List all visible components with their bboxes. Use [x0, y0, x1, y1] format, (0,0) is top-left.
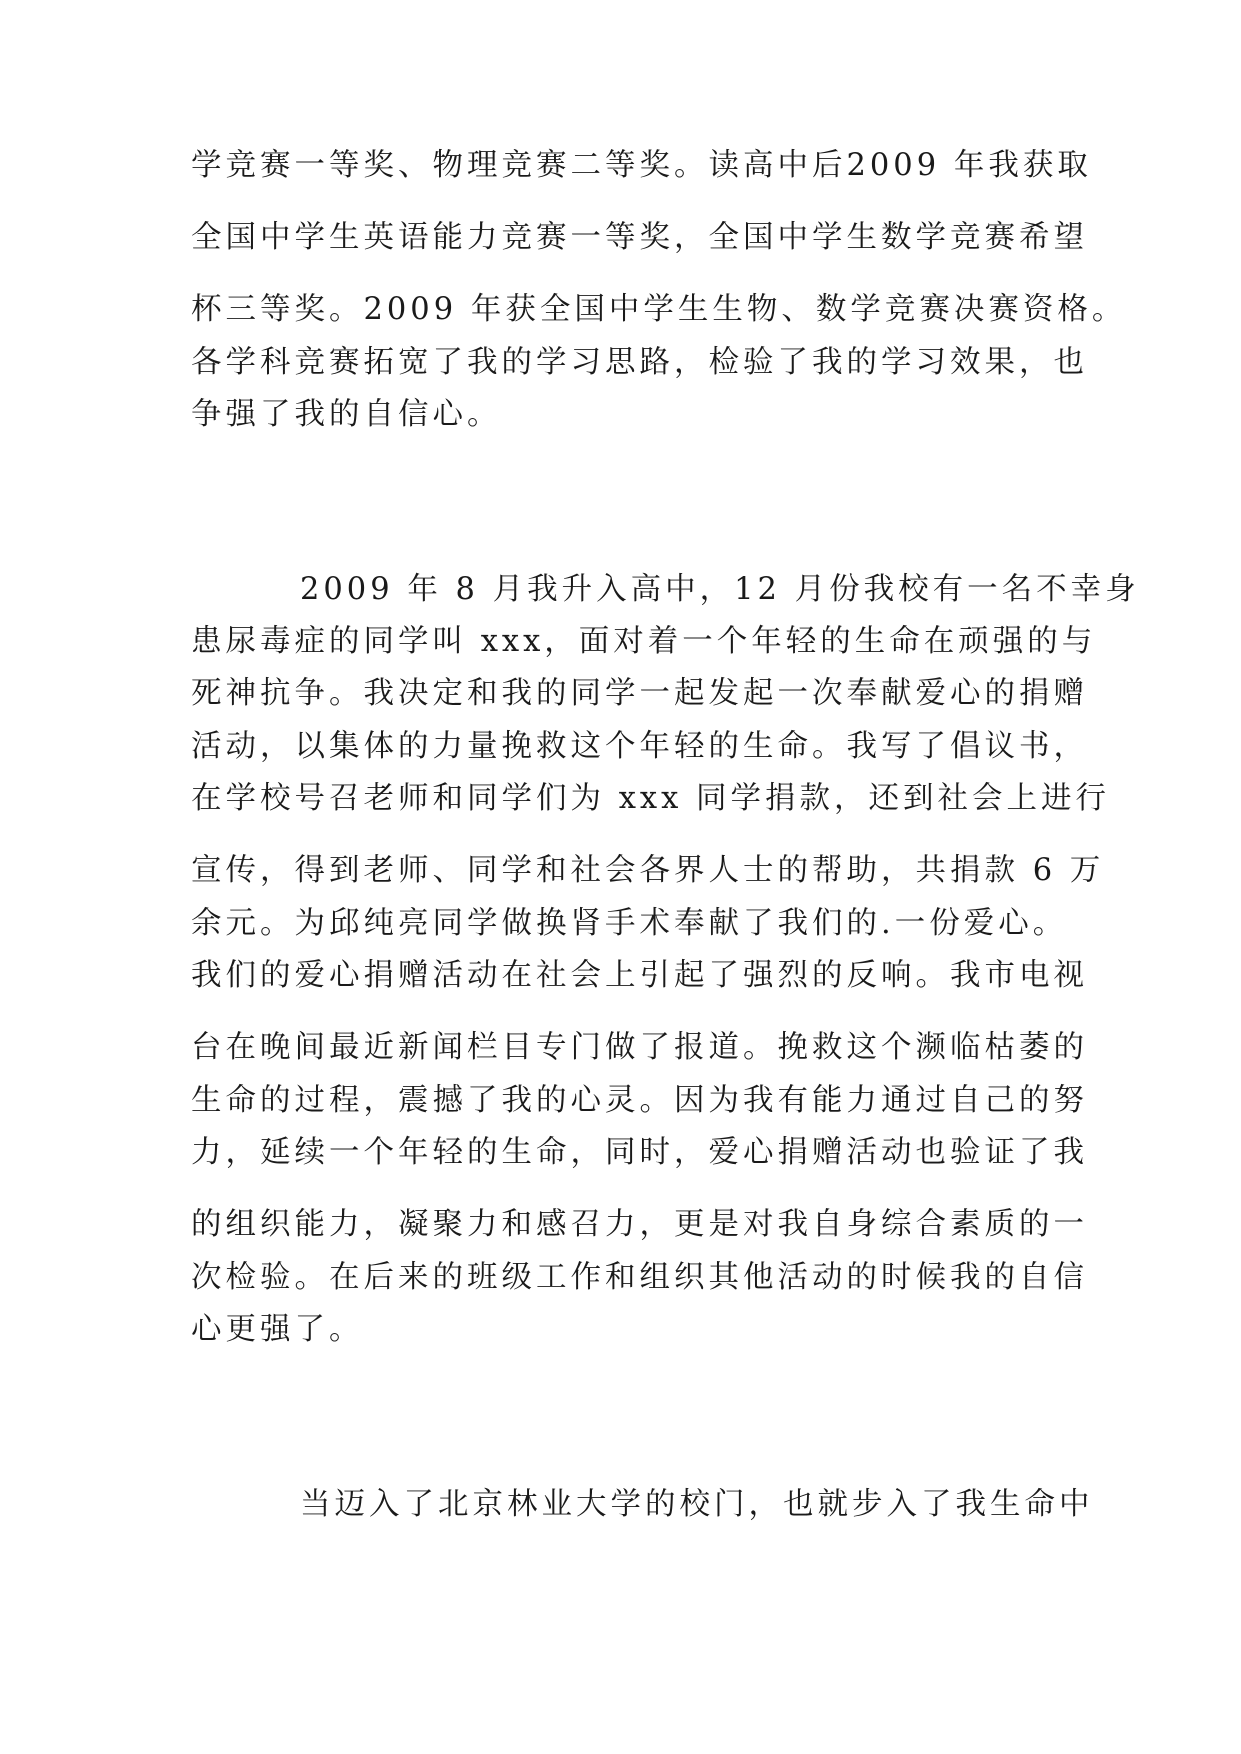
text-line: 力，延续一个年轻的生命，同时，爱心捐赠活动也验证了我	[191, 1135, 1088, 1170]
text-line: 患尿毒症的同学叫 xxx，面对着一个年轻的生命在顽强的与	[191, 624, 1097, 659]
text-line: 当迈入了北京林业大学的校门，也就步入了我生命中	[300, 1487, 1094, 1522]
text-line: 在学校号召老师和同学们为 xxx 同学捐款，还到社会上进行	[191, 781, 1110, 816]
text-line: 我们的爱心捐赠活动在社会上引起了强烈的反响。我市电视	[191, 958, 1088, 993]
text-line: 2009 年 8 月我升入高中，12 月份我校有一名不幸身	[300, 572, 1140, 607]
text-line: 的组织能力，凝聚力和感召力，更是对我自身综合素质的一	[191, 1207, 1088, 1242]
text-line: 活动，以集体的力量挽救这个年轻的生命。我写了倡议书，	[191, 729, 1088, 764]
text-line: 死神抗争。我决定和我的同学一起发起一次奉献爱心的捐赠	[191, 676, 1088, 711]
text-line: 次检验。在后来的班级工作和组织其他活动的时候我的自信	[191, 1260, 1088, 1295]
text-line: 杯三等奖。2009 年获全国中学生生物、数学竞赛决赛资格。	[191, 292, 1127, 327]
text-line: 宣传，得到老师、同学和社会各界人士的帮助，共捐款 6 万	[191, 853, 1105, 888]
text-line: 全国中学生英语能力竞赛一等奖，全国中学生数学竞赛希望	[191, 220, 1088, 255]
text-line: 台在晚间最近新闻栏目专门做了报道。挽救这个濒临枯萎的	[191, 1030, 1088, 1065]
text-line: 争强了我的自信心。	[191, 397, 502, 432]
text-line: 生命的过程，震撼了我的心灵。因为我有能力通过自己的努	[191, 1083, 1088, 1118]
text-line: 学竞赛一等奖、物理竞赛二等奖。读高中后2009 年我获取	[191, 148, 1092, 183]
text-line: 余元。为邱纯亮同学做换肾手术奉献了我们的.一份爱心。	[191, 906, 1068, 941]
text-line: 心更强了。	[191, 1312, 364, 1347]
text-line: 各学科竞赛拓宽了我的学习思路，检验了我的学习效果，也	[191, 345, 1088, 380]
